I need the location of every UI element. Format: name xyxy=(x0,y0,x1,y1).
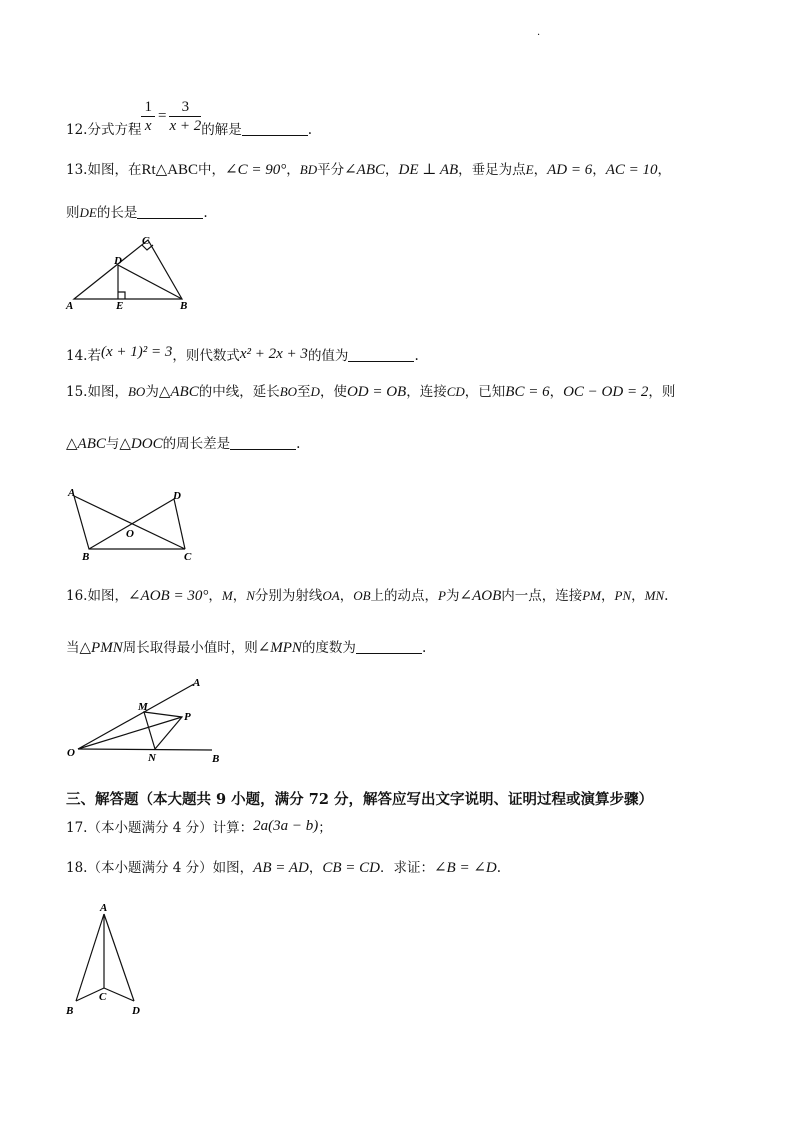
q14-expr1: (x + 1)² = 3 xyxy=(100,344,173,360)
q15-label-b: B xyxy=(82,551,90,563)
q13-label-d: D xyxy=(114,255,122,267)
q15-label-a: A xyxy=(68,487,76,499)
q16-label-n: N xyxy=(148,752,156,764)
question-16-line2: 当△PMN周长取得最小值时，则∠MPN的度数为 . xyxy=(66,640,427,656)
q13-answer-blank[interactable] xyxy=(137,204,203,219)
question-17: 17.（本小题满分 4 分）计算：2a(3a − b)； xyxy=(66,818,332,836)
q18-label-c: C xyxy=(99,991,107,1003)
q18-label-a: A xyxy=(100,902,108,914)
q12-rhs-fraction: $\frac{3}{x + 2}$ xyxy=(169,99,202,134)
q15-figure xyxy=(62,484,202,566)
question-14: 14.若(x + 1)² = 3，则代数式x² + 2x + 3的值为 . xyxy=(66,344,419,364)
q16-label-b: B xyxy=(212,753,220,765)
q12-answer-blank[interactable] xyxy=(242,121,308,136)
q15-label-c: C xyxy=(184,551,192,563)
q18-label-b: B xyxy=(66,1005,74,1017)
q13-label-a: A xyxy=(66,300,74,312)
q16-figure xyxy=(62,676,232,768)
question-13-line1: 13.如图，在Rt△ABC中，∠C = 90°，BD平分∠ABC，DE ⊥ AB，垂足为点E，AD = 6，AC = 10， xyxy=(66,162,672,178)
q15-label-d: D xyxy=(173,490,181,502)
q15-answer-blank[interactable] xyxy=(230,435,296,450)
q17-expr: 2a(3a − b) xyxy=(253,818,319,834)
q13-label-e: E xyxy=(116,300,124,312)
question-18: 18.（本小题满分 4 分）如图，AB = AD，CB = CD．求证：∠B = ∠D. xyxy=(66,860,502,876)
q13-label-c: C xyxy=(142,235,150,247)
top-dot: · xyxy=(537,30,541,41)
q12-prefix: 12.分式方程 xyxy=(66,122,142,138)
question-15-line1: 15.如图，BO为△ABC的中线，延长BO至D，使OD = OB，连接CD，已知BC = 6，OC − OD = 2，则 xyxy=(66,384,676,400)
q14-answer-blank[interactable] xyxy=(348,347,414,362)
q16-answer-blank[interactable] xyxy=(356,639,422,654)
q12-equals: = xyxy=(157,108,167,124)
q18-label-d: D xyxy=(132,1005,140,1017)
q16-label-a: A xyxy=(193,677,201,689)
q13-label-b: B xyxy=(180,300,188,312)
q16-label-m: M xyxy=(138,701,148,713)
q14-expr2: x² + 2x + 3 xyxy=(239,346,308,362)
q16-label-p: P xyxy=(184,711,191,723)
q18-figure xyxy=(62,900,152,1020)
question-12: 12.分式方程 $\frac{1}{x}$ = $\frac{3}{x + 2}$ 的解是 . xyxy=(66,99,313,138)
q13-figure xyxy=(60,232,200,314)
question-15-line2: △ABC与△DOC的周长差是 . xyxy=(66,436,301,452)
q12-suffix: 的解是 xyxy=(201,122,242,138)
question-16-line1: 16.如图，∠AOB = 30°，M，N分别为射线OA，OB上的动点，P为∠AOB内一点，连接PM，PN，MN. xyxy=(66,588,669,604)
q12-lhs-fraction: $\frac{1}{x}$ xyxy=(141,98,155,135)
section-3-heading: 三、解答题（本大题共 9 小题，满分 72 分，解答应写出文字说明、证明过程或演算步骤） xyxy=(66,791,653,808)
question-13-line2: 则DE的长是 . xyxy=(66,205,208,221)
q16-label-o: O xyxy=(67,747,75,759)
q15-label-o: O xyxy=(126,528,134,540)
